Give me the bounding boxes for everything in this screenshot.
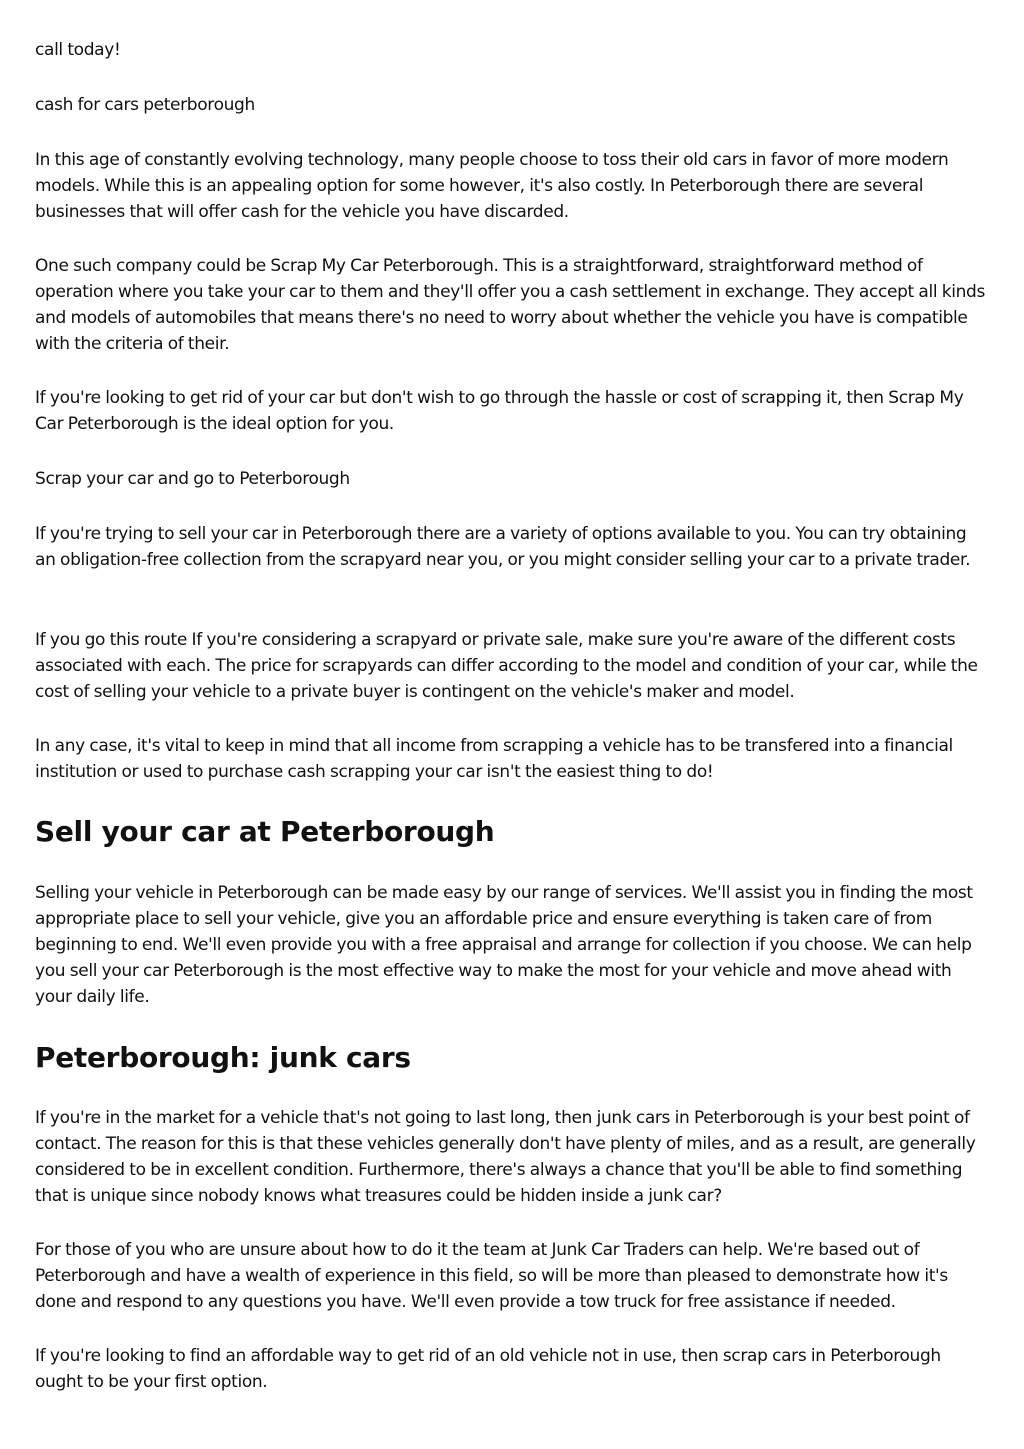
heading-junk-cars: Peterborough: junk cars bbox=[35, 1041, 411, 1074]
paragraph-junk-traders: For those of you who are unsure about how to do it the team at Junk Car Traders can help. We're based out of Peterborough and have a wealth of experience in this field, so will be more than pleased to demonstrate how it's done and respond to any questions you have. We'll even provide a tow truck for free assistance if needed. bbox=[35, 1240, 948, 1312]
intro-cta: call today! bbox=[35, 40, 121, 60]
topic-line: cash for cars peterborough bbox=[35, 95, 255, 115]
paragraph-affordable: If you're looking to find an affordable way to get rid of an old vehicle not in use, then scrap cars in Peterborough ought to be your first option. bbox=[35, 1346, 941, 1392]
paragraph-technology: In this age of constantly evolving technology, many people choose to toss their old cars in favor of more modern models. While this is an appealing option for some however, it's also costly. In Peterborough there are several businesses that will offer cash for the vehicle you have discarded. bbox=[35, 150, 949, 222]
heading-sell-your-car: Sell your car at Peterborough bbox=[35, 815, 495, 848]
paragraph-costs: If you go this route If you're considering a scrapyard or private sale, make sure you're aware of the different costs associated with each. The price for scrapyards can differ according to the model and condition of your car, while the cost of selling your vehicle to a private buyer is contingent on the vehicle's maker and model. bbox=[35, 630, 978, 702]
paragraph-income: In any case, it's vital to keep in mind that all income from scrapping a vehicle has to be transfered into a financial institution or used to purchase cash scrapping your car isn't the easiest thing to do! bbox=[35, 736, 953, 782]
paragraph-selling-options: If you're trying to sell your car in Peterborough there are a variety of options available to you. You can try obtaining an obligation-free collection from the scrapyard near you, or you might consider selling your car to a private trader. bbox=[35, 524, 971, 570]
paragraph-sell-services: Selling your vehicle in Peterborough can be made easy by our range of services. We'll assist you in finding the most appropriate place to sell your vehicle, give you an affordable price and ensure everything is taken care of from beginning to end. We'll even provide you with a free appraisal and arrange for collection if you choose. We can help you sell your car Peterborough is the most effective way to make the most for your vehicle and move ahead with your daily life. bbox=[35, 883, 973, 1007]
paragraph-ideal-option: If you're looking to get rid of your car but don't wish to go through the hassle or cost of scrapping it, then Scrap My Car Peterborough is the ideal option for you. bbox=[35, 388, 964, 434]
paragraph-junk-market: If you're in the market for a vehicle that's not going to last long, then junk cars in Peterborough is your best point of contact. The reason for this is that these vehicles generally don't have plenty of miles, and as a result, are generally considered to be in excellent condition. Furthermore, there's always a chance that you'll be able to find something that is unique since nobody knows what treasures could be hidden inside a junk car? bbox=[35, 1108, 976, 1206]
paragraph-scrap-company: One such company could be Scrap My Car Peterborough. This is a straightforward, straightforward method of operation where you take your car to them and they'll offer you a cash settlement in exchange. They accept all kinds and models of automobiles that means there's no need to worry about whether the vehicle you have is compatible with the criteria of their. bbox=[35, 256, 985, 354]
subtopic-line: Scrap your car and go to Peterborough bbox=[35, 469, 350, 489]
